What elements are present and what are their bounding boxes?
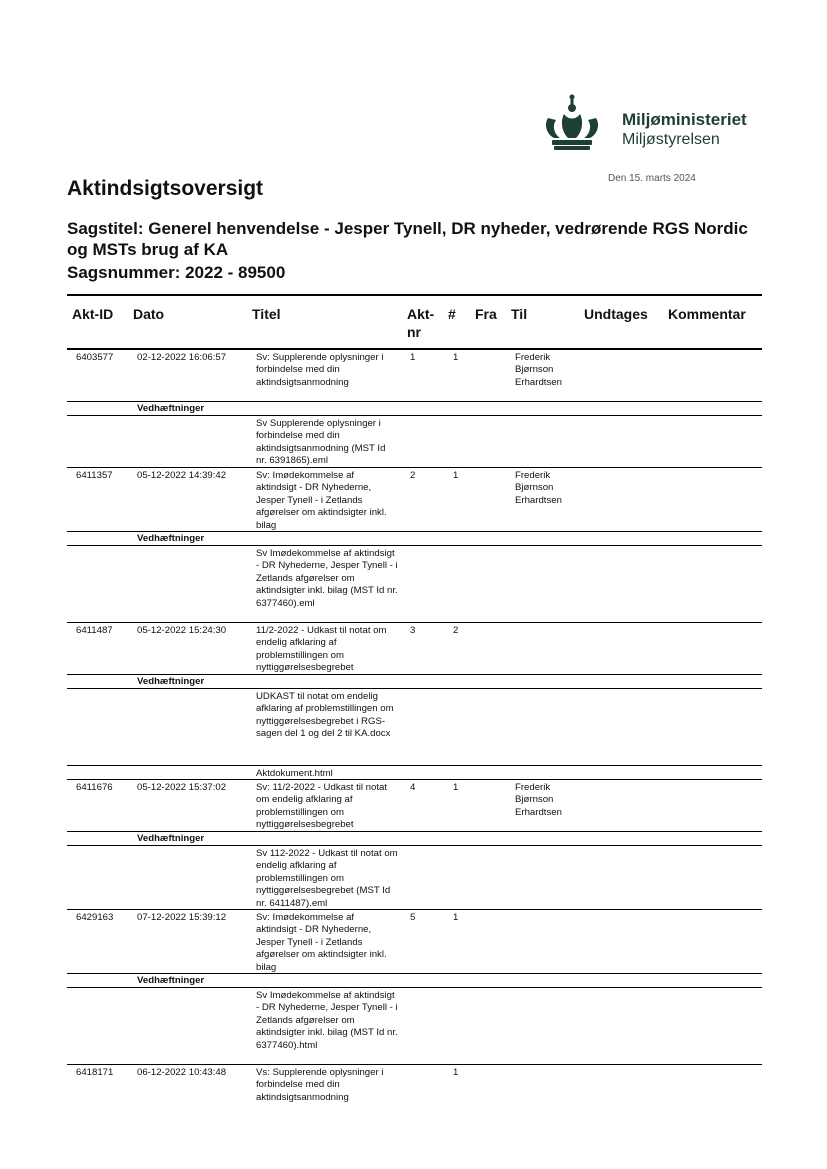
table-row xyxy=(67,780,762,832)
cell-titel: Sv: Imødekommelse af aktindsigt - DR Nyhederne, Jesper Tynell - i Zetlands afgørelser om aktindsigter inkl. bilag xyxy=(256,912,387,973)
logo-ministry-name: Miljøministeriet xyxy=(622,110,747,129)
col-num: # xyxy=(448,306,456,322)
cell-titel: 11/2-2022 - Udkast til notat om endelig afklaring af problemstillingen om nyttiggørelsesbegrebet xyxy=(256,625,387,674)
cell-titel: Sv: Imødekommelse af aktindsigt - DR Nyhederne, Jesper Tynell - i Zetlands afgørelser om aktindsigter inkl. bilag xyxy=(256,470,387,531)
attachment-name: Sv Supplerende oplysninger i forbindelse med din aktindsigtsanmodning (MST Id nr. 6391865).eml xyxy=(256,418,386,467)
cell-dato: 05-12-2022 15:24:30 xyxy=(137,625,227,636)
cell-dato: 05-12-2022 14:39:42 xyxy=(137,470,227,481)
table-row xyxy=(67,1065,762,1109)
cell-akt-id: 6411487 xyxy=(76,625,113,636)
table-row xyxy=(67,468,762,532)
cell-dato: 07-12-2022 15:39:12 xyxy=(137,912,227,923)
logo-agency-name: Miljøstyrelsen xyxy=(622,131,720,148)
cell-titel: Sv: Supplerende oplysninger i forbindelse med din aktindsigtsanmodning xyxy=(256,352,384,388)
cell-til: Frederik Bjørnson Erhardtsen xyxy=(515,352,562,388)
cell-akt-nr: 4 xyxy=(410,782,416,793)
attachment-row xyxy=(67,766,762,780)
attachment-row xyxy=(67,988,762,1065)
table-header xyxy=(67,294,762,350)
case-title: Sagstitel: Generel henvendelse - Jesper Tynell, DR nyheder, vedrørende RGS Nordic og MSTs brug af KA xyxy=(67,219,748,259)
cell-dato: 02-12-2022 16:06:57 xyxy=(137,352,227,363)
cell-akt-id: 6418171 xyxy=(76,1067,114,1078)
table-row xyxy=(67,350,762,402)
attachment-name: Aktdokument.html xyxy=(256,768,333,779)
cell-num: 2 xyxy=(453,625,459,636)
attachments-label-row xyxy=(67,832,762,846)
col-kommentar: Kommentar xyxy=(668,306,746,322)
table-row xyxy=(67,910,762,974)
cell-num: 1 xyxy=(453,1067,459,1078)
cell-akt-id: 6403577 xyxy=(76,352,114,363)
cell-dato: 05-12-2022 15:37:02 xyxy=(137,782,227,793)
cell-num: 1 xyxy=(453,352,459,363)
attachments-label: Vedhæftninger xyxy=(137,533,205,544)
ministry-logo xyxy=(540,94,770,154)
attachments-label: Vedhæftninger xyxy=(137,833,205,844)
cell-til: Frederik Bjørnson Erhardtsen xyxy=(515,470,562,506)
col-fra: Fra xyxy=(475,306,497,322)
cell-dato: 06-12-2022 10:43:48 xyxy=(137,1067,227,1078)
attachments-label-row xyxy=(67,675,762,689)
attachment-name: UDKAST til notat om endelig afklaring af problemstillingen om nyttiggørelsesbegrebet i RGS-sagen del 1 og del 2 til KA.docx xyxy=(256,691,394,740)
cell-num: 1 xyxy=(453,470,459,481)
attachments-label-row xyxy=(67,532,762,546)
attachments-label-row xyxy=(67,402,762,416)
attachments-label: Vedhæftninger xyxy=(137,975,205,986)
attachment-row xyxy=(67,416,762,468)
col-akt-nr: Akt-nr xyxy=(407,306,435,340)
attachment-name: Sv Imødekommelse af aktindsigt - DR Nyhederne, Jesper Tynell - i Zetlands afgørelser om aktindsigter inkl. bilag (MST Id nr. 6377460).html xyxy=(256,990,398,1051)
cell-titel: Sv: 11/2-2022 - Udkast til notat om endelig afklaring af problemstillingen om nyttiggørelsesbegrebet xyxy=(256,782,388,831)
attachment-row xyxy=(67,546,762,623)
col-undtages: Undtages xyxy=(584,306,648,322)
cell-num: 1 xyxy=(453,782,459,793)
attachment-name: Sv Imødekommelse af aktindsigt - DR Nyhederne, Jesper Tynell - i Zetlands afgørelser om aktindsigter inkl. bilag (MST Id nr. 6377460).eml xyxy=(256,548,398,609)
crown-icon xyxy=(540,94,604,152)
col-til: Til xyxy=(511,306,528,322)
cell-akt-id: 6429163 xyxy=(76,912,114,923)
attachment-row xyxy=(67,846,762,910)
cell-titel: Vs: Supplerende oplysninger i forbindelse med din aktindsigtsanmodning xyxy=(256,1067,384,1103)
attachments-label: Vedhæftninger xyxy=(137,403,205,414)
attachment-name: Sv 112-2022 - Udkast til notat om endelig afklaring af problemstillingen om nyttiggørelsesbegrebet (MST Id nr. 6411487).eml xyxy=(256,848,398,909)
cell-akt-nr: 1 xyxy=(410,352,416,363)
cell-akt-nr: 2 xyxy=(410,470,416,481)
table-row xyxy=(67,623,762,675)
cell-num: 1 xyxy=(453,912,459,923)
page-title: Aktindsigtsoversigt xyxy=(67,177,264,200)
attachments-label-row xyxy=(67,974,762,988)
cell-akt-nr: 5 xyxy=(410,912,416,923)
cell-til: Frederik Bjørnson Erhardtsen xyxy=(515,782,562,818)
attachment-row xyxy=(67,689,762,766)
records-table xyxy=(67,294,762,1109)
document-date: Den 15. marts 2024 xyxy=(608,173,696,184)
cell-akt-id: 6411676 xyxy=(76,782,113,793)
col-dato: Dato xyxy=(133,306,165,322)
col-akt-id: Akt-ID xyxy=(72,306,114,322)
case-number: Sagsnummer: 2022 - 89500 xyxy=(67,263,286,282)
col-titel: Titel xyxy=(252,306,281,322)
attachments-label: Vedhæftninger xyxy=(137,676,205,687)
cell-akt-id: 6411357 xyxy=(76,470,113,481)
cell-akt-nr: 3 xyxy=(410,625,416,636)
